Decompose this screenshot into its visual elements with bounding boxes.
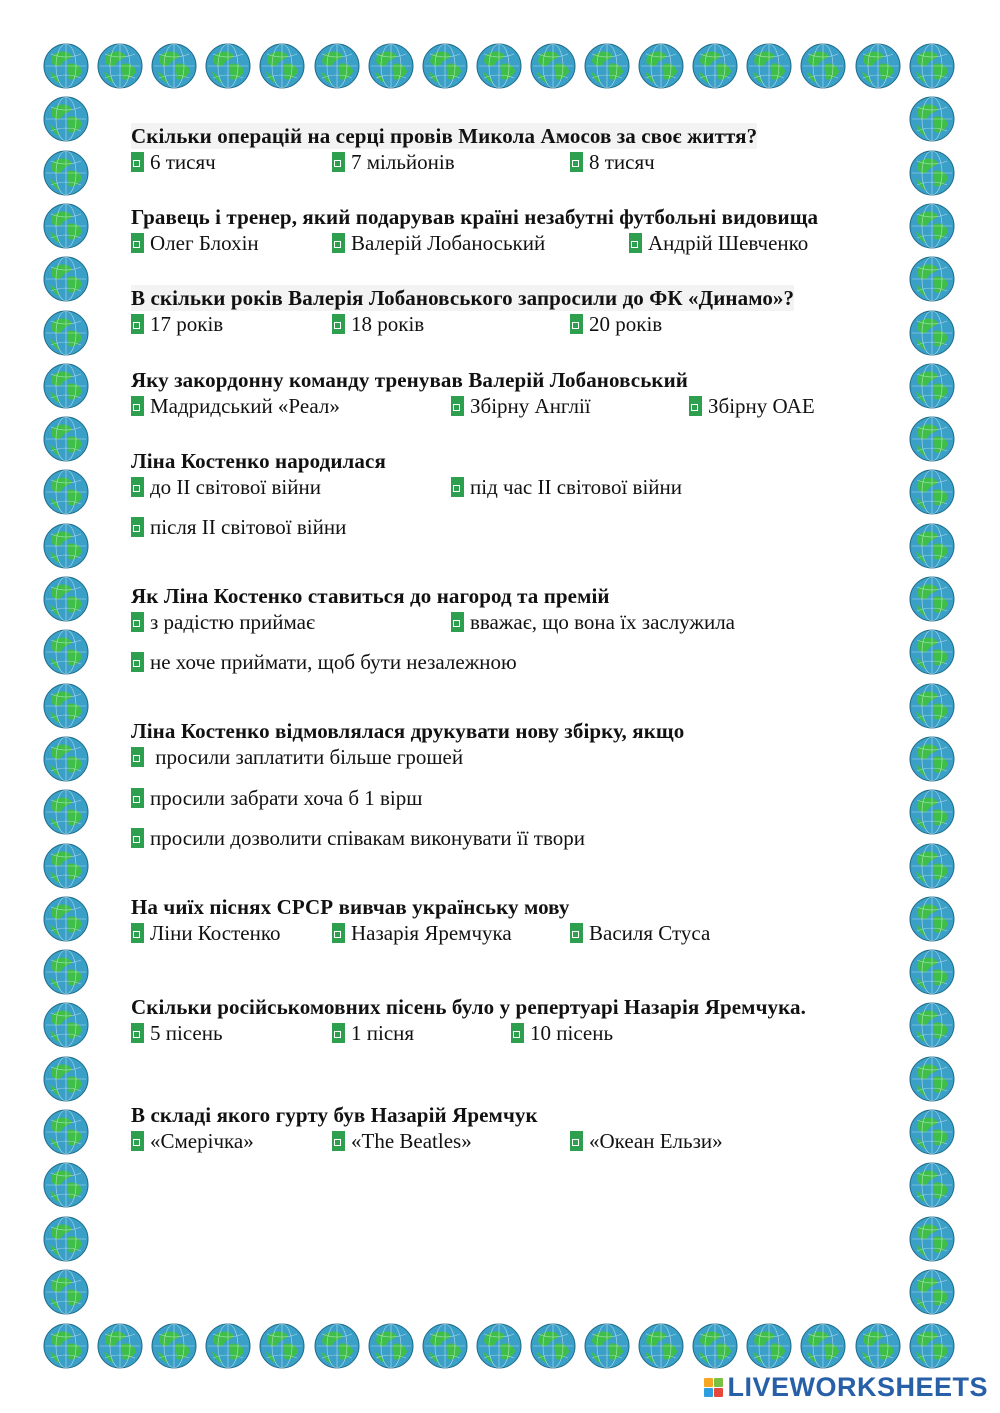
globe-icon — [908, 628, 956, 676]
option[interactable]: «Смерічка» — [131, 1128, 254, 1154]
checkbox[interactable] — [131, 396, 144, 416]
option[interactable]: після ІІ світової війни — [131, 514, 346, 540]
question-10 — [131, 1102, 921, 1153]
option[interactable]: Мадридський «Реал» — [131, 393, 340, 419]
globe-icon — [908, 42, 956, 90]
option[interactable]: «The Beatles» — [332, 1128, 472, 1154]
globe-icon — [42, 362, 90, 410]
liveworksheets-logo — [704, 1372, 988, 1403]
option[interactable]: 17 років — [131, 311, 223, 337]
globe-icon — [367, 42, 415, 90]
checkbox[interactable] — [131, 652, 144, 672]
question-4 — [131, 367, 921, 418]
checkbox[interactable] — [570, 1131, 583, 1151]
globe-icon — [42, 575, 90, 623]
globe-icon — [908, 522, 956, 570]
globe-icon — [150, 42, 198, 90]
globe-icon — [421, 42, 469, 90]
globe-icon — [691, 42, 739, 90]
globe-icon — [42, 1161, 90, 1209]
checkbox[interactable] — [131, 314, 144, 334]
option[interactable]: до ІІ світової війни — [131, 474, 321, 500]
globe-icon — [42, 1215, 90, 1263]
checkbox[interactable] — [131, 517, 144, 537]
globe-icon — [42, 522, 90, 570]
question-1 — [131, 123, 921, 174]
checkbox[interactable] — [131, 788, 144, 808]
globe-icon — [854, 42, 902, 90]
globe-icon — [258, 42, 306, 90]
option[interactable]: під час ІІ світової війни — [451, 474, 682, 500]
option[interactable]: «Океан Ельзи» — [570, 1128, 723, 1154]
globe-icon — [475, 42, 523, 90]
globe-icon — [204, 42, 252, 90]
question-title: Ліна Костенко народилася — [131, 449, 386, 473]
option[interactable]: 1 пісня — [332, 1020, 414, 1046]
globe-icon — [908, 1322, 956, 1370]
globe-icon — [908, 1215, 956, 1263]
checkbox[interactable] — [131, 828, 144, 848]
globe-icon — [42, 202, 90, 250]
option[interactable]: Збірну ОАЕ — [689, 393, 815, 419]
option[interactable]: 8 тисяч — [570, 149, 655, 175]
globe-icon — [637, 42, 685, 90]
globe-icon — [204, 1322, 252, 1370]
question-title: Ліна Костенко відмовлялася друкувати нову збірку, якщо — [131, 719, 685, 743]
globe-icon — [908, 309, 956, 357]
question-title: Гравець і тренер, який подарував країні незабутні футбольні видовища — [131, 205, 819, 229]
checkbox[interactable] — [570, 152, 583, 172]
globe-icon — [529, 1322, 577, 1370]
globe-icon — [42, 1001, 90, 1049]
option[interactable]: Василя Стуса — [570, 920, 710, 946]
globe-icon — [691, 1322, 739, 1370]
question-title: Яку закордонну команду тренував Валерій Лобановський — [131, 368, 688, 392]
globe-icon — [42, 948, 90, 996]
globe-icon — [42, 1055, 90, 1103]
globe-icon — [42, 309, 90, 357]
globe-icon — [42, 788, 90, 836]
globe-icon — [367, 1322, 415, 1370]
checkbox[interactable] — [332, 233, 345, 253]
question-2 — [131, 204, 921, 255]
globe-icon — [42, 149, 90, 197]
question-5 — [131, 448, 921, 539]
option[interactable]: Ліни Костенко — [131, 920, 280, 946]
globe-icon — [42, 1268, 90, 1316]
globe-icon — [908, 1161, 956, 1209]
globe-icon — [854, 1322, 902, 1370]
checkbox[interactable] — [332, 923, 345, 943]
globe-icon — [42, 895, 90, 943]
checkbox[interactable] — [131, 747, 144, 767]
question-7 — [131, 718, 921, 850]
globe-icon — [42, 1322, 90, 1370]
option[interactable]: просили дозволити співакам виконувати її твори — [131, 825, 585, 851]
checkbox[interactable] — [131, 233, 144, 253]
checkbox[interactable] — [332, 152, 345, 172]
option[interactable]: Назарія Яремчука — [332, 920, 512, 946]
globe-icon — [42, 42, 90, 90]
globe-icon — [42, 1108, 90, 1156]
globe-icon — [908, 149, 956, 197]
option[interactable]: з радістю приймає — [131, 609, 315, 635]
checkbox[interactable] — [131, 477, 144, 497]
question-6 — [131, 583, 921, 674]
option[interactable]: просили заплатити більше грошей — [131, 744, 463, 770]
checkbox[interactable] — [689, 396, 702, 416]
option[interactable]: Андрій Шевченко — [629, 230, 808, 256]
globe-icon — [313, 1322, 361, 1370]
globe-icon — [96, 42, 144, 90]
option[interactable]: 6 тисяч — [131, 149, 216, 175]
globe-icon — [637, 1322, 685, 1370]
globe-icon — [42, 255, 90, 303]
question-3 — [131, 285, 921, 336]
checkbox[interactable] — [332, 314, 345, 334]
option[interactable]: не хоче приймати, щоб бути незалежною — [131, 649, 517, 675]
globe-icon — [799, 1322, 847, 1370]
question-title: На чиїх піснях СРСР вивчав українську мову — [131, 895, 570, 919]
option[interactable]: 7 мільйонів — [332, 149, 455, 175]
checkbox[interactable] — [629, 233, 642, 253]
question-title: Як Ліна Костенко ставиться до нагород та премій — [131, 584, 610, 608]
checkbox[interactable] — [332, 1023, 345, 1043]
option[interactable]: Валерій Лобаноський — [332, 230, 545, 256]
option[interactable]: 5 пісень — [131, 1020, 223, 1046]
checkbox[interactable] — [511, 1023, 524, 1043]
question-title: Скільки операцій на серці провів Микола Амосов за своє життя? — [131, 124, 758, 148]
checkbox[interactable] — [131, 1023, 144, 1043]
globe-icon — [583, 1322, 631, 1370]
globe-icon — [42, 628, 90, 676]
checkbox[interactable] — [131, 1131, 144, 1151]
globe-icon — [745, 1322, 793, 1370]
question-title: Скільки російськомовних пісень було у репертуарі Назарія Яремчука. — [131, 995, 806, 1019]
option[interactable]: просили забрати хоча б 1 вірш — [131, 785, 422, 811]
brand-name: LIVEWORKSHEETS — [727, 1372, 988, 1402]
question-8 — [131, 894, 921, 945]
globe-icon — [42, 415, 90, 463]
question-9 — [131, 994, 921, 1045]
checkbox[interactable] — [451, 396, 464, 416]
option[interactable]: вважає, що вона їх заслужила — [451, 609, 735, 635]
globe-icon — [583, 42, 631, 90]
option[interactable]: 10 пісень — [511, 1020, 613, 1046]
checkbox[interactable] — [451, 612, 464, 632]
globe-icon — [908, 1055, 956, 1103]
checkbox[interactable] — [131, 152, 144, 172]
question-title: В складі якого гурту був Назарій Яремчук — [131, 1103, 538, 1127]
globe-icon — [42, 468, 90, 516]
globe-icon — [42, 95, 90, 143]
globe-icon — [96, 1322, 144, 1370]
option[interactable]: Олег Блохін — [131, 230, 259, 256]
globe-icon — [258, 1322, 306, 1370]
globe-icon — [908, 1268, 956, 1316]
globe-icon — [908, 788, 956, 836]
globe-icon — [42, 682, 90, 730]
globe-icon — [150, 1322, 198, 1370]
option[interactable]: 18 років — [332, 311, 424, 337]
globe-icon — [908, 948, 956, 996]
globe-icon — [745, 42, 793, 90]
question-title: В скільки років Валерія Лобановського запросили до ФК «Динамо»? — [131, 286, 795, 310]
globe-icon — [421, 1322, 469, 1370]
logo-icon — [704, 1378, 723, 1397]
globe-icon — [313, 42, 361, 90]
option[interactable]: Збірну Англії — [451, 393, 591, 419]
checkbox[interactable] — [570, 923, 583, 943]
globe-icon — [908, 842, 956, 890]
globe-icon — [799, 42, 847, 90]
option[interactable]: 20 років — [570, 311, 662, 337]
checkbox[interactable] — [131, 612, 144, 632]
checkbox[interactable] — [570, 314, 583, 334]
checkbox[interactable] — [131, 923, 144, 943]
globe-icon — [42, 735, 90, 783]
globe-icon — [908, 468, 956, 516]
checkbox[interactable] — [451, 477, 464, 497]
globe-icon — [529, 42, 577, 90]
globe-icon — [42, 842, 90, 890]
checkbox[interactable] — [332, 1131, 345, 1151]
globe-icon — [475, 1322, 523, 1370]
